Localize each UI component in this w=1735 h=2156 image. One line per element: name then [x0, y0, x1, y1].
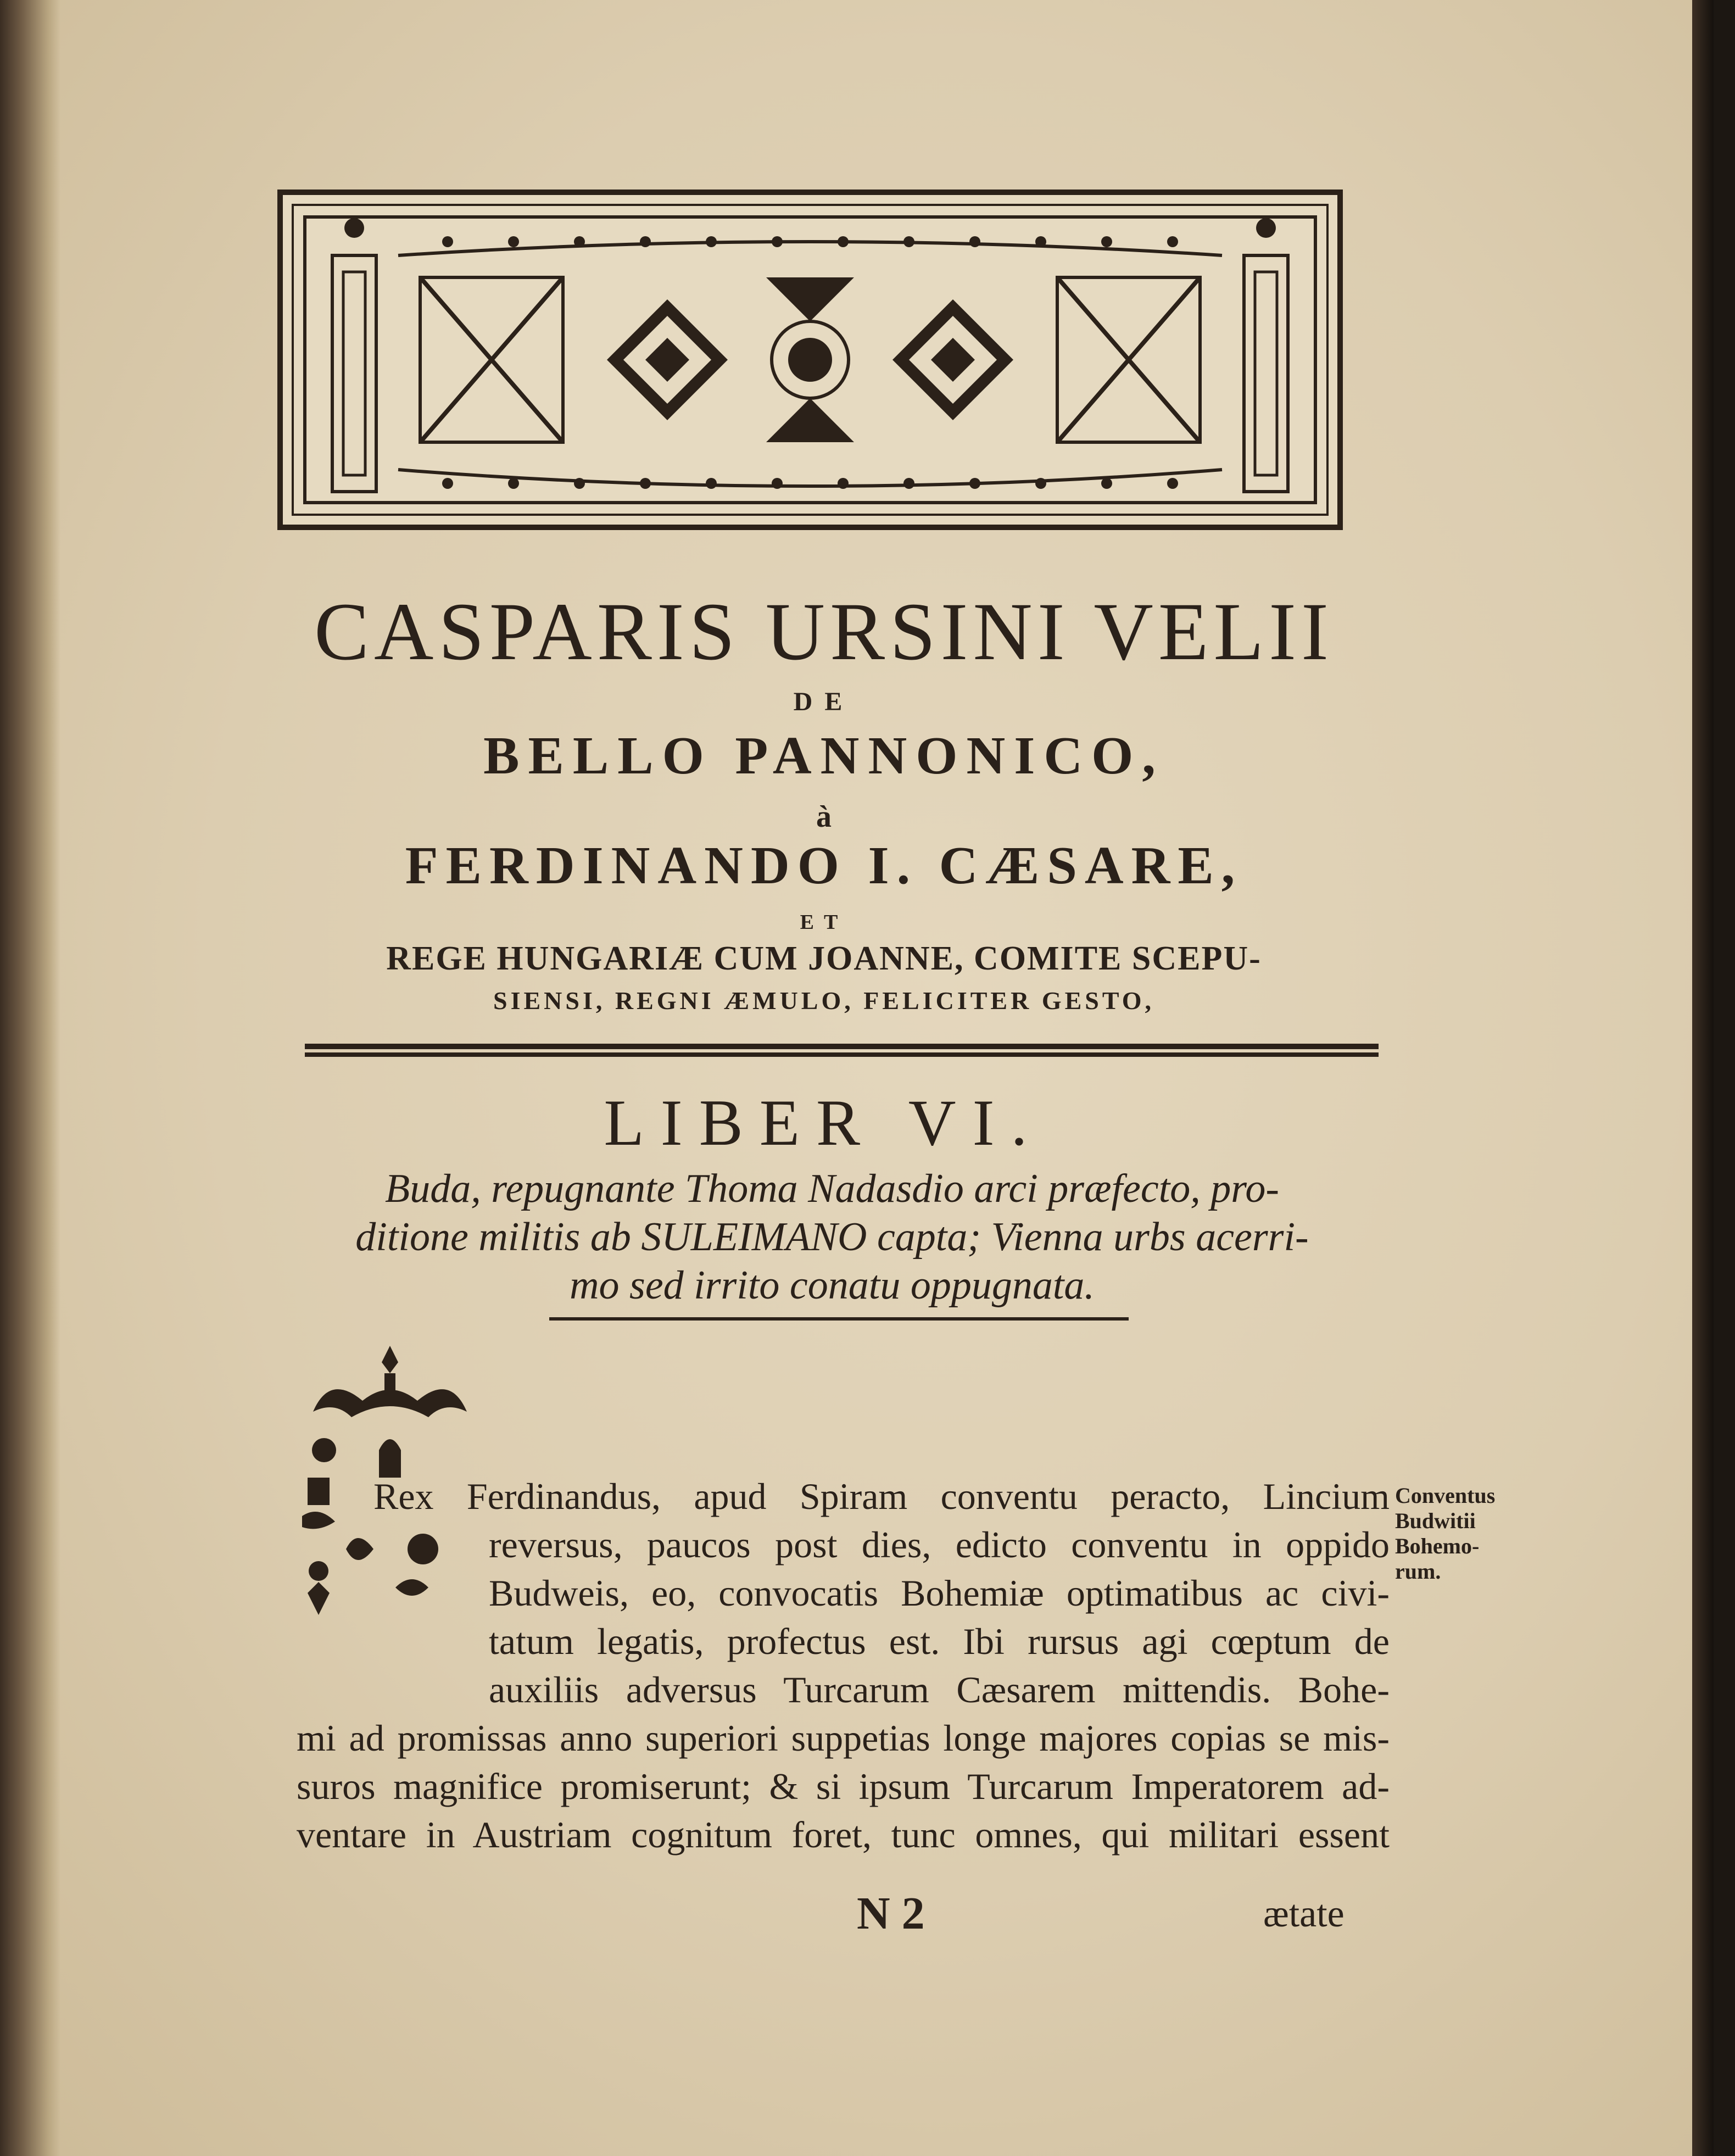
marginal-line: rum. [1395, 1559, 1441, 1584]
summary-line: mo sed irrito conatu oppugnata. [570, 1263, 1095, 1308]
title-line-siensi: SIENSI, REGNI ÆMULO, FELICITER GESTO, [493, 987, 1154, 1015]
title-line-de: DE [793, 687, 855, 716]
title-line-a: à [816, 800, 832, 834]
text-line: Rex Ferdinandus, apud Spiram conventu peracto, Lincium [373, 1475, 1390, 1517]
marginal-line: Conventus [1395, 1483, 1496, 1508]
summary-line: ditione militis ab SULEIMANO capta; Vienna urbs acerri- [355, 1215, 1309, 1260]
book-number: LIBER VI. [604, 1086, 1044, 1159]
text-line: suros magnifice promiserunt; & si ipsum Turcarum Imperatorem ad- [297, 1765, 1390, 1807]
short-rule [549, 1317, 1129, 1321]
headpiece-pattern [283, 195, 1337, 525]
title-line-et: ET [800, 911, 848, 934]
signature-mark: N 2 [857, 1888, 925, 1939]
body-text [297, 1472, 1390, 1859]
catchword: ætate [1263, 1893, 1345, 1935]
text-line: Budweis, eo, convocatis Bohemiæ optimatibus ac civi- [489, 1572, 1390, 1614]
text-line: reversus, paucos post dies, edicto conventu in oppido [489, 1524, 1390, 1566]
title-line-rege: REGE HUNGARIÆ CUM JOANNE, COMITE SCEPU- [386, 940, 1262, 977]
book-summary [291, 1165, 1373, 1310]
text-line: mi ad promissas anno superiori suppetias longe majores copias se mis- [297, 1717, 1390, 1759]
rule-upper [305, 1044, 1379, 1049]
summary-line: Buda, repugnante Thoma Nadasdio arci præfecto, pro- [385, 1166, 1279, 1211]
marginal-line: Bohemo- [1395, 1534, 1480, 1558]
book-title: CASPARIS URSINI VELII [314, 586, 1334, 677]
marginal-note [1395, 1483, 1521, 1584]
title-line-bello: BELLO PANNONICO, [483, 726, 1164, 785]
binding-gutter [0, 0, 60, 2156]
marginal-line: Budwitii [1395, 1508, 1476, 1533]
ornamental-headpiece [277, 190, 1343, 530]
title-line-ferdinando: FERDINANDO I. CÆSARE, [405, 836, 1243, 895]
page-edge [1692, 0, 1714, 2156]
text-line: tatum legatis, profectus est. Ibi rursus agi cœptum de [489, 1620, 1390, 1662]
text-line: ventare in Austriam cognitum foret, tunc omnes, qui militari essent [297, 1814, 1390, 1856]
double-rule [305, 1044, 1379, 1059]
rule-lower [305, 1052, 1379, 1057]
text-line: auxiliis adversus Turcarum Cæsarem mittendis. Bohe- [489, 1669, 1390, 1711]
